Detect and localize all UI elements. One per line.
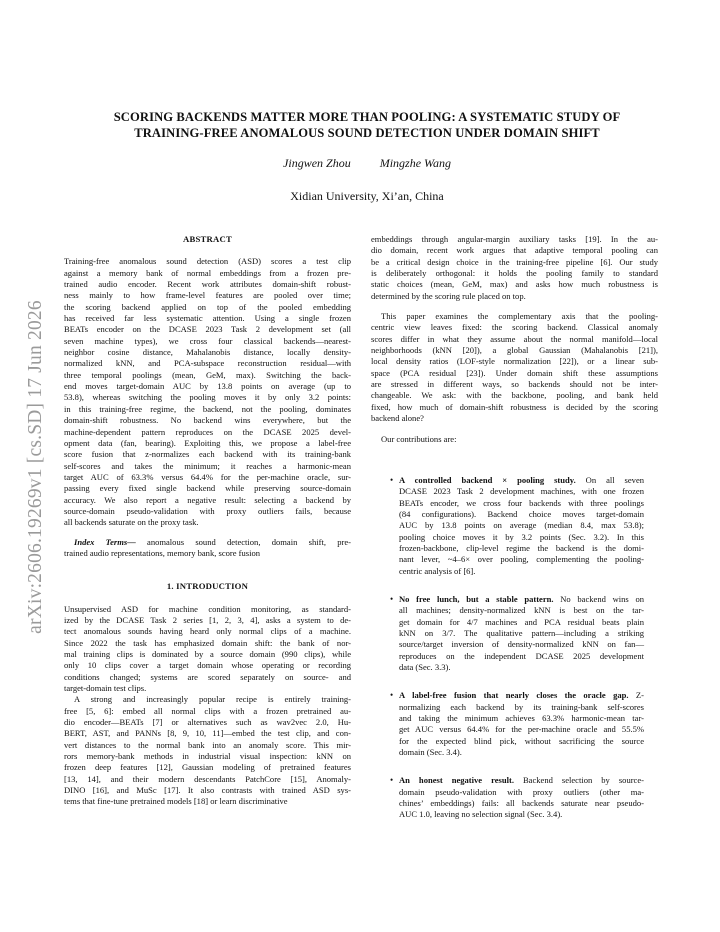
index-terms [64, 537, 351, 560]
contribution-line: reproduces on the independent DCASE 2025 development [399, 650, 644, 661]
abstract-line: Training-free anomalous sound detection (ASD) scores a test clip [64, 256, 351, 267]
body-line: changeable. We ask: with the backbone, pooling, and bank held [371, 390, 658, 401]
author-list [64, 156, 670, 171]
contribution-line: (84 configurations). Backend choice moves target-domain [399, 508, 644, 519]
contribution-line: normalizing each backend by its training-bank self-scores [399, 701, 644, 712]
contribution-line: source/target inversion of density-normalized kNN on fan— [399, 639, 644, 650]
author-2: Mingzhe Wang [379, 156, 451, 170]
intro-line: mal training clips is dominated by a source domain (990 clips), while [64, 649, 351, 659]
right-column [371, 234, 658, 821]
abstract-line: score fusion that z-normalizes each backend with its training-bank [64, 449, 351, 460]
abstract-line: source-domain pseudo-validation with proxy outliers fails, because [64, 505, 351, 516]
body-line: determined by the scoring rule placed on top. [371, 290, 526, 301]
body-line: be a critical design choice in the training-free pipeline [6]. Our study [371, 256, 658, 267]
contribution-line: and taking the minimum achieves 63.3% harmonic-mean tar- [399, 713, 644, 724]
body-line: space (PCA residual [23]). Under domain shift these assumptions [371, 367, 658, 378]
intro-paragraph-4 [371, 311, 658, 424]
bullet-icon: • [390, 593, 394, 604]
bullet-icon: • [390, 690, 394, 701]
contribution-lead: A label-free fusion that nearly closes the oracle gap. [399, 690, 629, 701]
intro-line: only 10 clips cover a target domain whose operating or recording [64, 660, 351, 671]
abstract-line: three temporal poolings (mean, GeM, max). Switching the back- [64, 369, 351, 380]
intro-paragraph-3 [371, 234, 658, 302]
abstract-line: all backends saturate on the proxy task. [64, 517, 199, 528]
intro-line: conditions changed; systems are scored separately on source- and [64, 671, 351, 682]
index-terms-text-1: anomalous sound detection, domain shift, pre- [135, 536, 351, 547]
bullet-icon: • [390, 775, 394, 786]
contribution-lead: An honest negative result. [399, 775, 514, 786]
contribution-line: DCASE 2023 Task 2 development machines, with one frozen [399, 486, 644, 497]
contribution-line: kNN on 3/7. The qualitative pattern—including a striking [399, 627, 644, 638]
contribution-line: centric analysis of [6]. [399, 565, 476, 576]
contribution-lead: No free lunch, but a stable pattern. [399, 593, 554, 604]
abstract-line: passing every fixed single backend while preserving source-domain [64, 483, 351, 494]
contribution-line: frozen-backbone, clip-level regime the backend is the domi- [399, 542, 644, 553]
contribution-line: AUC 1.0, leaving no selection signal (Sec. 3.4). [399, 809, 563, 820]
abstract-line: against a memory bank of normal embeddings from a frozen pre- [64, 267, 351, 278]
intro-line: [13, 14], and their modern descendants PatchCore [15], Anomaly- [64, 773, 351, 784]
abstract-line: BEATs encoder on the DCASE 2023 Task 2 development set (all [64, 324, 351, 335]
body-line: dio domain, recent work argues that adaptive temporal pooling can [371, 245, 658, 256]
abstract-line: the scoring backend applied on top of the pooled embedding [64, 301, 351, 312]
body-line: embeddings through angular-margin auxiliary tasks [19]. In the au- [371, 234, 658, 244]
contributions-list [371, 475, 658, 821]
abstract-line: has received far less systematic attention. Using a single frozen [64, 313, 351, 324]
intro-line: tems that fine-tune pretrained models [18] or learn discriminative [64, 796, 288, 807]
intro-line: Since 2022 the task has emphasized domain shift: the bank of nor- [64, 637, 351, 648]
abstract-line: ness mainly to how frame-level features are pooled over time; [64, 290, 351, 301]
intro-heading: 1. INTRODUCTION [166, 581, 249, 592]
abstract-line: accuracy. We also report a negative result: selecting a backend by [64, 494, 351, 505]
contribution-item [371, 690, 658, 758]
abstract-line: normalized kNN, and PCA-subspace reconstruction residual—with [64, 358, 351, 369]
left-column [64, 234, 351, 808]
contribution-line: BEATs encoder, we cross four backends with three poolings [399, 497, 644, 508]
intro-line: free [5, 6]: embed all normal clips with a frozen pretrained au- [64, 705, 351, 716]
abstract-line: opment data (fan, bearing). Exploiting this, we propose a label-free [64, 437, 351, 448]
paper-title [64, 109, 670, 141]
contributions-intro: Our contributions are: [381, 433, 457, 444]
author-1: Jingwen Zhou [283, 156, 351, 170]
body-line: local density ratios (LOF-style normalization [22]), or a linear sub- [371, 356, 658, 367]
intro-line: vert distances to the normal bank into an anomaly score. This mir- [64, 739, 351, 750]
contribution-line: pooling choice moves it by 3.2 points (Sec. 3.2). In this [399, 531, 644, 542]
contribution-item [371, 775, 658, 820]
abstract-line: trained audio encoder. Recent work attributes domain-shift robust- [64, 279, 351, 290]
index-terms-text-2: trained audio representations, memory bank, score fusion [64, 547, 261, 558]
body-line: backend alone? [371, 413, 424, 424]
body-line: neighborhoods (kNN [20]), a global Gaussian (Mahalanobis [21]), [371, 345, 658, 356]
affiliation: Xidian University, Xi’an, China [290, 189, 444, 203]
title-line-1: SCORING BACKENDS MATTER MORE THAN POOLING: A SYSTEMATIC STUDY OF [113, 110, 621, 124]
abstract-line: seven machine types), we cross four classical backends—nearest- [64, 335, 351, 346]
intro-line: tect anomalous sounds having heard only normal clips of a machine. [64, 626, 351, 637]
contribution-line: get domain for 4/7 machines and PCA residual beats plain [399, 616, 644, 627]
intro-paragraph-2 [64, 694, 351, 807]
contribution-line: chines’ embeddings) fails: all backends saturate near pseudo- [399, 798, 644, 809]
abstract-line: in this training-free regime, the backend, not the pooling, dominates [64, 403, 351, 414]
arxiv-identifier: arXiv:2606.19269v1 [cs.SD] 17 Jun 2026 [25, 300, 47, 634]
intro-line: A strong and increasingly popular recipe is entirely training- [74, 694, 351, 705]
abstract-line: 53.8), whereas switching the pooling moves it by only 3.2 points: [64, 392, 351, 403]
intro-line: rors memory-bank methods in industrial visual inspection: kNN on [64, 751, 351, 762]
body-line: scores differ in what they assume about the normal manifold—local [371, 333, 658, 344]
abstract-line: end moves target-domain AUC by 13.8 points on average (up to [64, 381, 351, 392]
contribution-line: all machines; density-normalized kNN is best on the tar- [399, 605, 644, 616]
abstract-heading: ABSTRACT [183, 234, 232, 244]
contribution-item [371, 594, 658, 673]
body-line: fixed, how much of domain-shift robustness is decided by the scoring [371, 401, 658, 412]
bullet-icon: • [390, 474, 394, 485]
contribution-line: No free lunch, but a stable pattern. No backend wins on [399, 593, 645, 604]
contribution-line: A controlled backend × pooling study. On all seven [399, 474, 645, 485]
abstract-line: target AUC of 63.3% versus 64.4% for the per-machine oracle, sur- [64, 471, 351, 482]
abstract-body [64, 256, 351, 528]
contribution-line: data (Sec. 3.3). [399, 662, 451, 672]
intro-paragraph-1 [64, 604, 351, 695]
contribution-line: nant lever, ~4–6× over pooling, complementing the pooling- [399, 554, 644, 565]
intro-line: BERT, AST, and PANNs [8, 9, 10, 11]—embed the test clip, and con- [64, 728, 351, 739]
body-line: centric view leaves fixed: the scoring backend. Classical anomaly [371, 322, 658, 333]
abstract-line: neighbor cosine distance, Mahalanobis distance, locally density- [64, 347, 351, 358]
contribution-lead: A controlled backend × pooling study. [399, 474, 576, 485]
intro-line: ized by the DCASE Task 2 series [1, 2, 3, 4], asks a system to de- [64, 614, 351, 625]
contribution-line: AUC by 13.8 points on average (median 8.4, max 53.8); [399, 520, 644, 531]
contribution-line: get AUC versus 64.4% for the per-machine oracle and 55.5% [399, 724, 644, 735]
contribution-line: An honest negative result. Backend selection by source- [399, 775, 644, 786]
body-line: are stressed in different ways, so backends should not be inter- [371, 379, 658, 390]
intro-line: target-domain test clips. [64, 683, 147, 694]
title-line-2: TRAINING-FREE ANOMALOUS SOUND DETECTION UNDER DOMAIN SHIFT [134, 126, 600, 140]
intro-line: Unsupervised ASD for machine condition monitoring, as standard- [64, 603, 351, 614]
body-line: is deliberately orthogonal: it holds the pooling family to standard [371, 268, 658, 279]
contribution-line: domain pseudo-validation with proxy outliers (other ma- [399, 786, 644, 797]
abstract-line: self-scores and takes the minimum; it reaches a harmonic-mean [64, 460, 351, 471]
intro-line: frozen deep features [12], Gaussian modeling of pretrained features [64, 762, 351, 773]
intro-line: DINO [16], and MuSc [17]. It also contrasts with trained ASD sys- [64, 785, 351, 796]
abstract-line: domain-shift robustness. No backend wins everywhere, but the [64, 415, 351, 426]
contribution-line: for the expected blind pick, without sacrificing the source [399, 735, 644, 746]
body-line: static choices (mean, GeM, max) and asks how much robustness is [371, 279, 658, 290]
abstract-line: machine-dependent pattern reproduces on the DCASE 2025 devel- [64, 426, 351, 437]
index-terms-label: Index Terms— [74, 536, 136, 547]
contribution-line: domain (Sec. 3.4). [399, 747, 462, 758]
body-line: This paper examines the complementary axis that the pooling- [381, 311, 658, 322]
intro-line: dio encoder—BEATs [7] or alternatives such as wav2vec 2.0, Hu- [64, 717, 351, 728]
contribution-line: A label-free fusion that nearly closes the oracle gap. Z- [399, 690, 644, 701]
contribution-item [371, 475, 658, 577]
